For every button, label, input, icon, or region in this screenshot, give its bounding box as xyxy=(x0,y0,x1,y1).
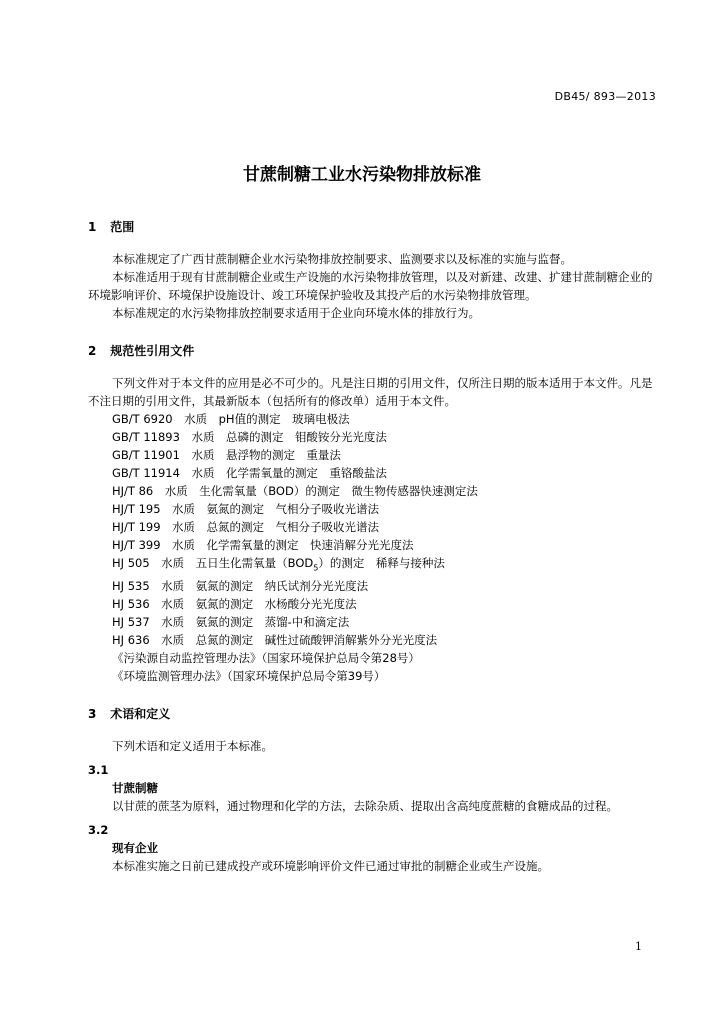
section-heading-scope xyxy=(88,218,658,236)
reference-item: HJ 636 水质 总氮的测定 碱性过硫酸钾消解紫外分光光度法 xyxy=(112,633,438,648)
section-title: 规范性引用文件 xyxy=(110,344,195,358)
section-heading-terms-definitions xyxy=(88,705,658,723)
reference-item: HJ/T 86 水质 生化需氧量（BOD）的测定 微生物传感器快速测定法 xyxy=(112,484,478,498)
paragraph: 本标准规定的水污染物排放控制要求适用于企业向环境水体的排放行为。 xyxy=(112,306,480,320)
term-number: 3.1 xyxy=(88,763,109,778)
reference-item: HJ/T 399 水质 化学需氧量的测定 快速消解分光光度法 xyxy=(112,538,414,552)
paragraph: 下列文件对于本文件的应用是必不可少的。凡是注日期的引用文件，仅所注日期的版本适用于本文件。凡是不注日期的引用文件，其最新版本（包括所有的修改单）适用于本文件。 xyxy=(88,376,653,408)
section-title: 范围 xyxy=(110,220,135,234)
paragraph: 本标准规定了广西甘蔗制糖企业水污染物排放控制要求、监测要求以及标准的实施与监督。 xyxy=(112,252,572,266)
term-name: 甘蔗制糖 xyxy=(112,781,158,796)
reference-item: GB/T 6920 水质 pH值的测定 玻璃电极法 xyxy=(112,412,350,426)
reference-list xyxy=(88,410,658,685)
reference-item: HJ 535 水质 氨氮的测定 纳氏试剂分光光度法 xyxy=(112,579,369,594)
section-number: 2 xyxy=(88,344,97,358)
paragraph: 下列术语和定义适用于本标准。 xyxy=(112,739,273,754)
reference-text: HJ 505 水质 五日生化需氧量（BOD xyxy=(112,556,314,570)
reference-item xyxy=(88,554,658,577)
term-definition: 以甘蔗的蔗茎为原料，通过物理和化学的方法，去除杂质、提取出含高纯度蔗糖的食糖成品的过程。 xyxy=(112,799,618,814)
reference-item: 《污染源自动监控管理办法》（国家环境保护总局令第28号） xyxy=(112,651,420,666)
reference-item: GB/T 11914 水质 化学需氧量的测定 重铬酸盐法 xyxy=(112,466,387,480)
reference-item: HJ/T 195 水质 氨氮的测定 气相分子吸收光谱法 xyxy=(112,502,380,516)
section-number: 3 xyxy=(88,707,97,722)
reference-item: GB/T 11893 水质 总磷的测定 钼酸铵分光光度法 xyxy=(112,430,387,444)
page-number: 1 xyxy=(635,940,642,953)
reference-item: HJ/T 199 水质 总氮的测定 气相分子吸收光谱法 xyxy=(112,520,380,534)
subscript: 5 xyxy=(313,563,319,573)
section-number: 1 xyxy=(88,220,97,234)
document-body xyxy=(88,218,658,875)
term-definition: 本标准实施之日前已建成投产或环境影响评价文件已通过审批的制糖企业或生产设施。 xyxy=(112,859,549,874)
reference-item: HJ 536 水质 氨氮的测定 水杨酸分光光度法 xyxy=(112,597,357,612)
paragraph: 本标准适用于现有甘蔗制糖企业或生产设施的水污染物排放管理，以及对新建、改建、扩建甘蔗制糖企业的环境影响评价、环境保护设施设计、竣工环境保护验收及其投产后的水污染物排放管理。 xyxy=(88,270,653,302)
reference-item: 《环境监测管理办法》（国家环境保护总局令第39号） xyxy=(112,669,386,684)
section-heading-normative-references xyxy=(88,342,658,360)
standard-number: DB45/ 893—2013 xyxy=(554,90,656,103)
section-title: 术语和定义 xyxy=(110,707,171,722)
reference-item: HJ 537 水质 氨氮的测定 蒸馏-中和滴定法 xyxy=(112,615,350,630)
term-name: 现有企业 xyxy=(112,841,158,856)
reference-text: ）的测定 稀释与接种法 xyxy=(318,556,445,570)
document-title: 甘蔗制糖工业水污染物排放标准 xyxy=(243,165,481,185)
term-number: 3.2 xyxy=(88,823,109,838)
reference-item: GB/T 11901 水质 悬浮物的测定 重量法 xyxy=(112,448,341,462)
